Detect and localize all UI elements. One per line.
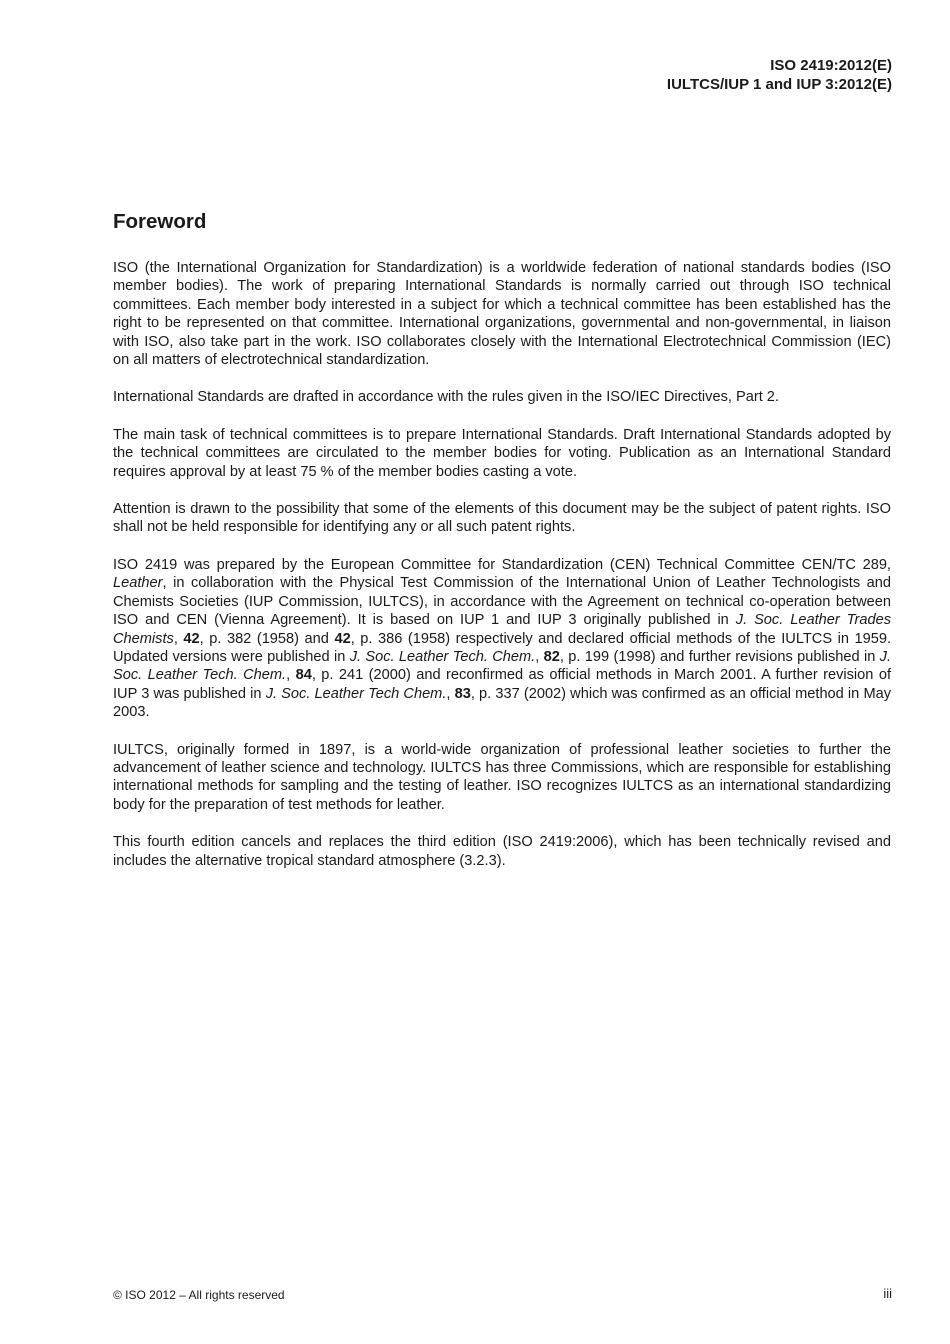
italic-journal: J. Soc. Leather Trades Chemists xyxy=(113,612,891,647)
document-header xyxy=(667,56,892,94)
paragraph-patent: Attention is drawn to the possibility that some of the elements of this document may be the subject of patent rights. ISO shall not be held responsible for identifying any or all such patent rights. xyxy=(113,501,891,536)
page-title: Foreword xyxy=(113,210,207,233)
paragraph-directives: International Standards are drafted in accordance with the rules given in the ISO/IEC Directives, Part 2. xyxy=(113,389,779,406)
italic-journal: J. Soc. Leather Tech Chem. xyxy=(265,685,447,702)
paragraph-preparation xyxy=(113,556,891,722)
text-segment: , xyxy=(446,685,455,702)
text-segment: ISO 2419 was prepared by the European Committee for Standardization (CEN) Technical Committee CEN/TC 289, xyxy=(113,556,891,573)
text-segment: , p. 241 (2000) and reconfirmed as official methods in March 2001. A further revision of IUP 3 was published in xyxy=(113,667,891,702)
bold-volume: 42 xyxy=(334,630,351,647)
bold-volume: 82 xyxy=(543,648,560,665)
text-segment: , xyxy=(535,648,544,665)
paragraph-iso-intro: ISO (the International Organization for Standardization) is a worldwide federation of national standards bodies (ISO member bodies). The work of preparing International Standards is normally carried out through ISO technical committees. Each member body interested in a subject for which a technical committee has been established has the right to be represented on that committee. International organizations, governmental and non-governmental, in liaison with ISO, also take part in the work. ISO collaborates closely with the International Electrotechnical Commission (IEC) on all matters of electrotechnical standardization. xyxy=(113,260,891,369)
iultcs-number: IULTCS/IUP 1 and IUP 3:2012(E) xyxy=(666,76,892,93)
italic-journal: J. Soc. Leather Tech. Chem. xyxy=(113,648,892,684)
text-segment: , p. 386 (1958) respectively and declared official methods of the IULTCS in 1959. Updated versions were published in xyxy=(113,630,892,665)
text-segment: , p. 382 (1958) and xyxy=(199,630,335,647)
italic-journal: J. Soc. Leather Tech. Chem. xyxy=(349,648,536,665)
text-segment: , xyxy=(173,630,184,647)
italic-leather: Leather xyxy=(113,575,163,592)
paragraph-edition: This fourth edition cancels and replaces the third edition (ISO 2419:2006), which has been technically revised and includes the alternative tropical standard atmosphere (3.2.3). xyxy=(113,834,891,869)
text-segment: , p. 337 (2002) which was confirmed as an official method in May 2003. xyxy=(113,685,892,721)
bold-volume: 42 xyxy=(183,630,200,647)
page-number: iii xyxy=(883,1286,892,1301)
standard-number: ISO 2419:2012(E) xyxy=(770,57,892,74)
bold-volume: 83 xyxy=(454,685,471,702)
foreword-body xyxy=(113,259,891,889)
copyright-notice: © ISO 2012 – All rights reserved xyxy=(113,1288,285,1302)
text-segment: , p. 199 (1998) and further revisions published in xyxy=(559,648,880,665)
paragraph-committees: The main task of technical committees is to prepare International Standards. Draft International Standards adopted by the technical committees are circulated to the member bodies for voting. Publication as an International Standard requires approval by at least 75 % of the member bodies casting a vote. xyxy=(113,426,891,480)
paragraph-iultcs: IULTCS, originally formed in 1897, is a world-wide organization of professional leather societies to further the advancement of leather science and technology. IULTCS has three Commissions, which are responsible for establishing international methods for sampling and the testing of leather. ISO recognizes IULTCS as an international standardizing body for the preparation of test methods for leather. xyxy=(113,741,891,813)
text-segment: , xyxy=(286,667,296,684)
bold-volume: 84 xyxy=(295,667,312,684)
text-segment: , in collaboration with the Physical Test Commission of the International Union of Leather Technologists and Chemists Societies (IUP Commission, IULTCS), in accordance with the Agreement on technical co-operation between ISO and CEN (Vienna Agreement). It is based on IUP 1 and IUP 3 originally published in xyxy=(113,575,891,629)
